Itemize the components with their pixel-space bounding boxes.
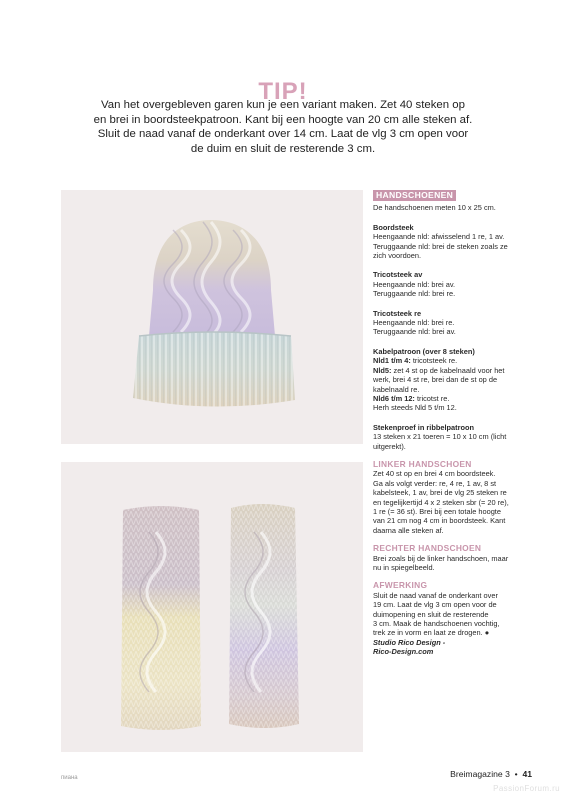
kabel-line: Nld5: zet 4 st op de kabelnaald voor het [373, 365, 505, 375]
linker-line: Ga als volgt verder: re, 4 re, 1 av, 8 st [373, 478, 497, 488]
hat-photo [61, 190, 363, 444]
tricot-re-line: Heengaande nld: brei re. [373, 318, 455, 328]
tip-line: Sluit de naad vanaf de onderkant over 14 cm. Laat de vlg 3 cm open voor [97, 128, 469, 140]
tricot-re-title: Tricotsteek re [373, 308, 422, 318]
afwerking-line: 19 cm. Laat de vlg 3 cm open voor de [373, 600, 497, 610]
kabel-line: Nld6 t/m 12: tricotst re. [373, 393, 450, 403]
tricot-re-line: Teruggaande nld: brei av. [373, 327, 456, 337]
linker-line: kabelsteek, 1 av, brei de vlg 25 steken re [373, 488, 507, 498]
kabel-title: Kabelpatroon (over 8 steken) [373, 346, 475, 356]
tip-line: de duim en sluit de resterende 3 cm. [190, 142, 376, 155]
linker-line: daarna alle steken af. [373, 525, 444, 535]
stekenproef-line: 13 steken x 21 toeren = 10 x 10 cm (licht [373, 432, 507, 442]
boordsteek-line: zich voordoen. [373, 251, 422, 261]
afwerking-line: trek ze in vorm en laat ze drogen. ● [373, 628, 490, 638]
boordsteek-title: Boordsteek [373, 222, 414, 232]
linker-line: van 21 cm nog 4 cm in boordsteek. Kant [373, 516, 506, 526]
end-bullet-icon: ● [484, 628, 490, 638]
gloves-photo [61, 462, 363, 752]
tip-line: Van het overgebleven garen kun je een variant maken. Zet 40 steken op [101, 99, 465, 111]
page-number: 41 [522, 769, 532, 779]
knitted-hat-image [61, 190, 363, 444]
linker-line: en tegelijkertijd 4 x 2 steken sbr (= 20 re), [373, 497, 509, 507]
credit-line: Studio Rico Design - [373, 637, 446, 647]
tricot-av-title: Tricotsteek av [373, 270, 423, 280]
afwerking-line: Sluit de naad vanaf de onderkant over [373, 590, 498, 600]
boordsteek-line: Teruggaande nld: brei de steken zoals ze [373, 241, 508, 251]
instructions-column [373, 190, 513, 657]
afwerking-header: AFWERKING [373, 580, 428, 591]
knitted-gloves-image [61, 462, 363, 752]
size-text: De handschoenen meten 10 x 25 cm. [373, 203, 496, 213]
kabel-line: werk, brei 4 st re, brei dan de st op de [373, 375, 498, 385]
linker-line: Zet 40 st op en brei 4 cm boordsteek. [373, 469, 496, 479]
stekenproef-title: Stekenproef in ribbelpatroon [373, 422, 475, 432]
kabel-line: kabelnaald re. [373, 384, 420, 394]
afwerking-line: 3 cm. Maak de handschoenen vochtig, [373, 619, 500, 629]
boordsteek-line: Heengaande nld: afwisselend 1 re, 1 av. [373, 232, 505, 242]
tip-line: en brei in boordsteekpatroon. Kant bij een hoogte van 20 cm alle steken af. [93, 113, 473, 126]
tricot-av-line: Teruggaande nld: brei re. [373, 289, 456, 299]
linker-header: LINKER HANDSCHOEN [373, 458, 472, 469]
kabel-line: Herh steeds Nld 5 t/m 12. [373, 403, 457, 413]
rechter-line: Brei zoals bij de linker handschoen, maar [373, 553, 509, 563]
page-footer [450, 769, 532, 779]
tip-title: TIP! [258, 78, 308, 105]
stekenproef-line: uitgerekt). [373, 441, 406, 451]
rechter-line: nu in spiegelbeeld. [373, 563, 435, 572]
footer-left-text: пиана [61, 775, 78, 781]
footer-bullet-icon: • [512, 769, 521, 779]
rechter-header: RECHTER HANDSCHOEN [373, 543, 482, 554]
handschoenen-header: HANDSCHOENEN [373, 190, 456, 201]
tricot-av-line: Heengaande nld: brei av. [373, 279, 456, 289]
watermark: PassionForum.ru [493, 784, 560, 793]
linker-line: 1 re (= 36 st). Brei bij een totale hoogte [373, 506, 501, 516]
afwerking-line: duimopening en sluit de resterende [373, 609, 489, 619]
credit-line: Rico-Design.com [373, 647, 434, 657]
kabel-line: Nld1 t/m 4: tricotsteek re. [373, 356, 458, 366]
tip-body [88, 98, 478, 156]
magazine-name: Breimagazine 3 [450, 769, 510, 779]
